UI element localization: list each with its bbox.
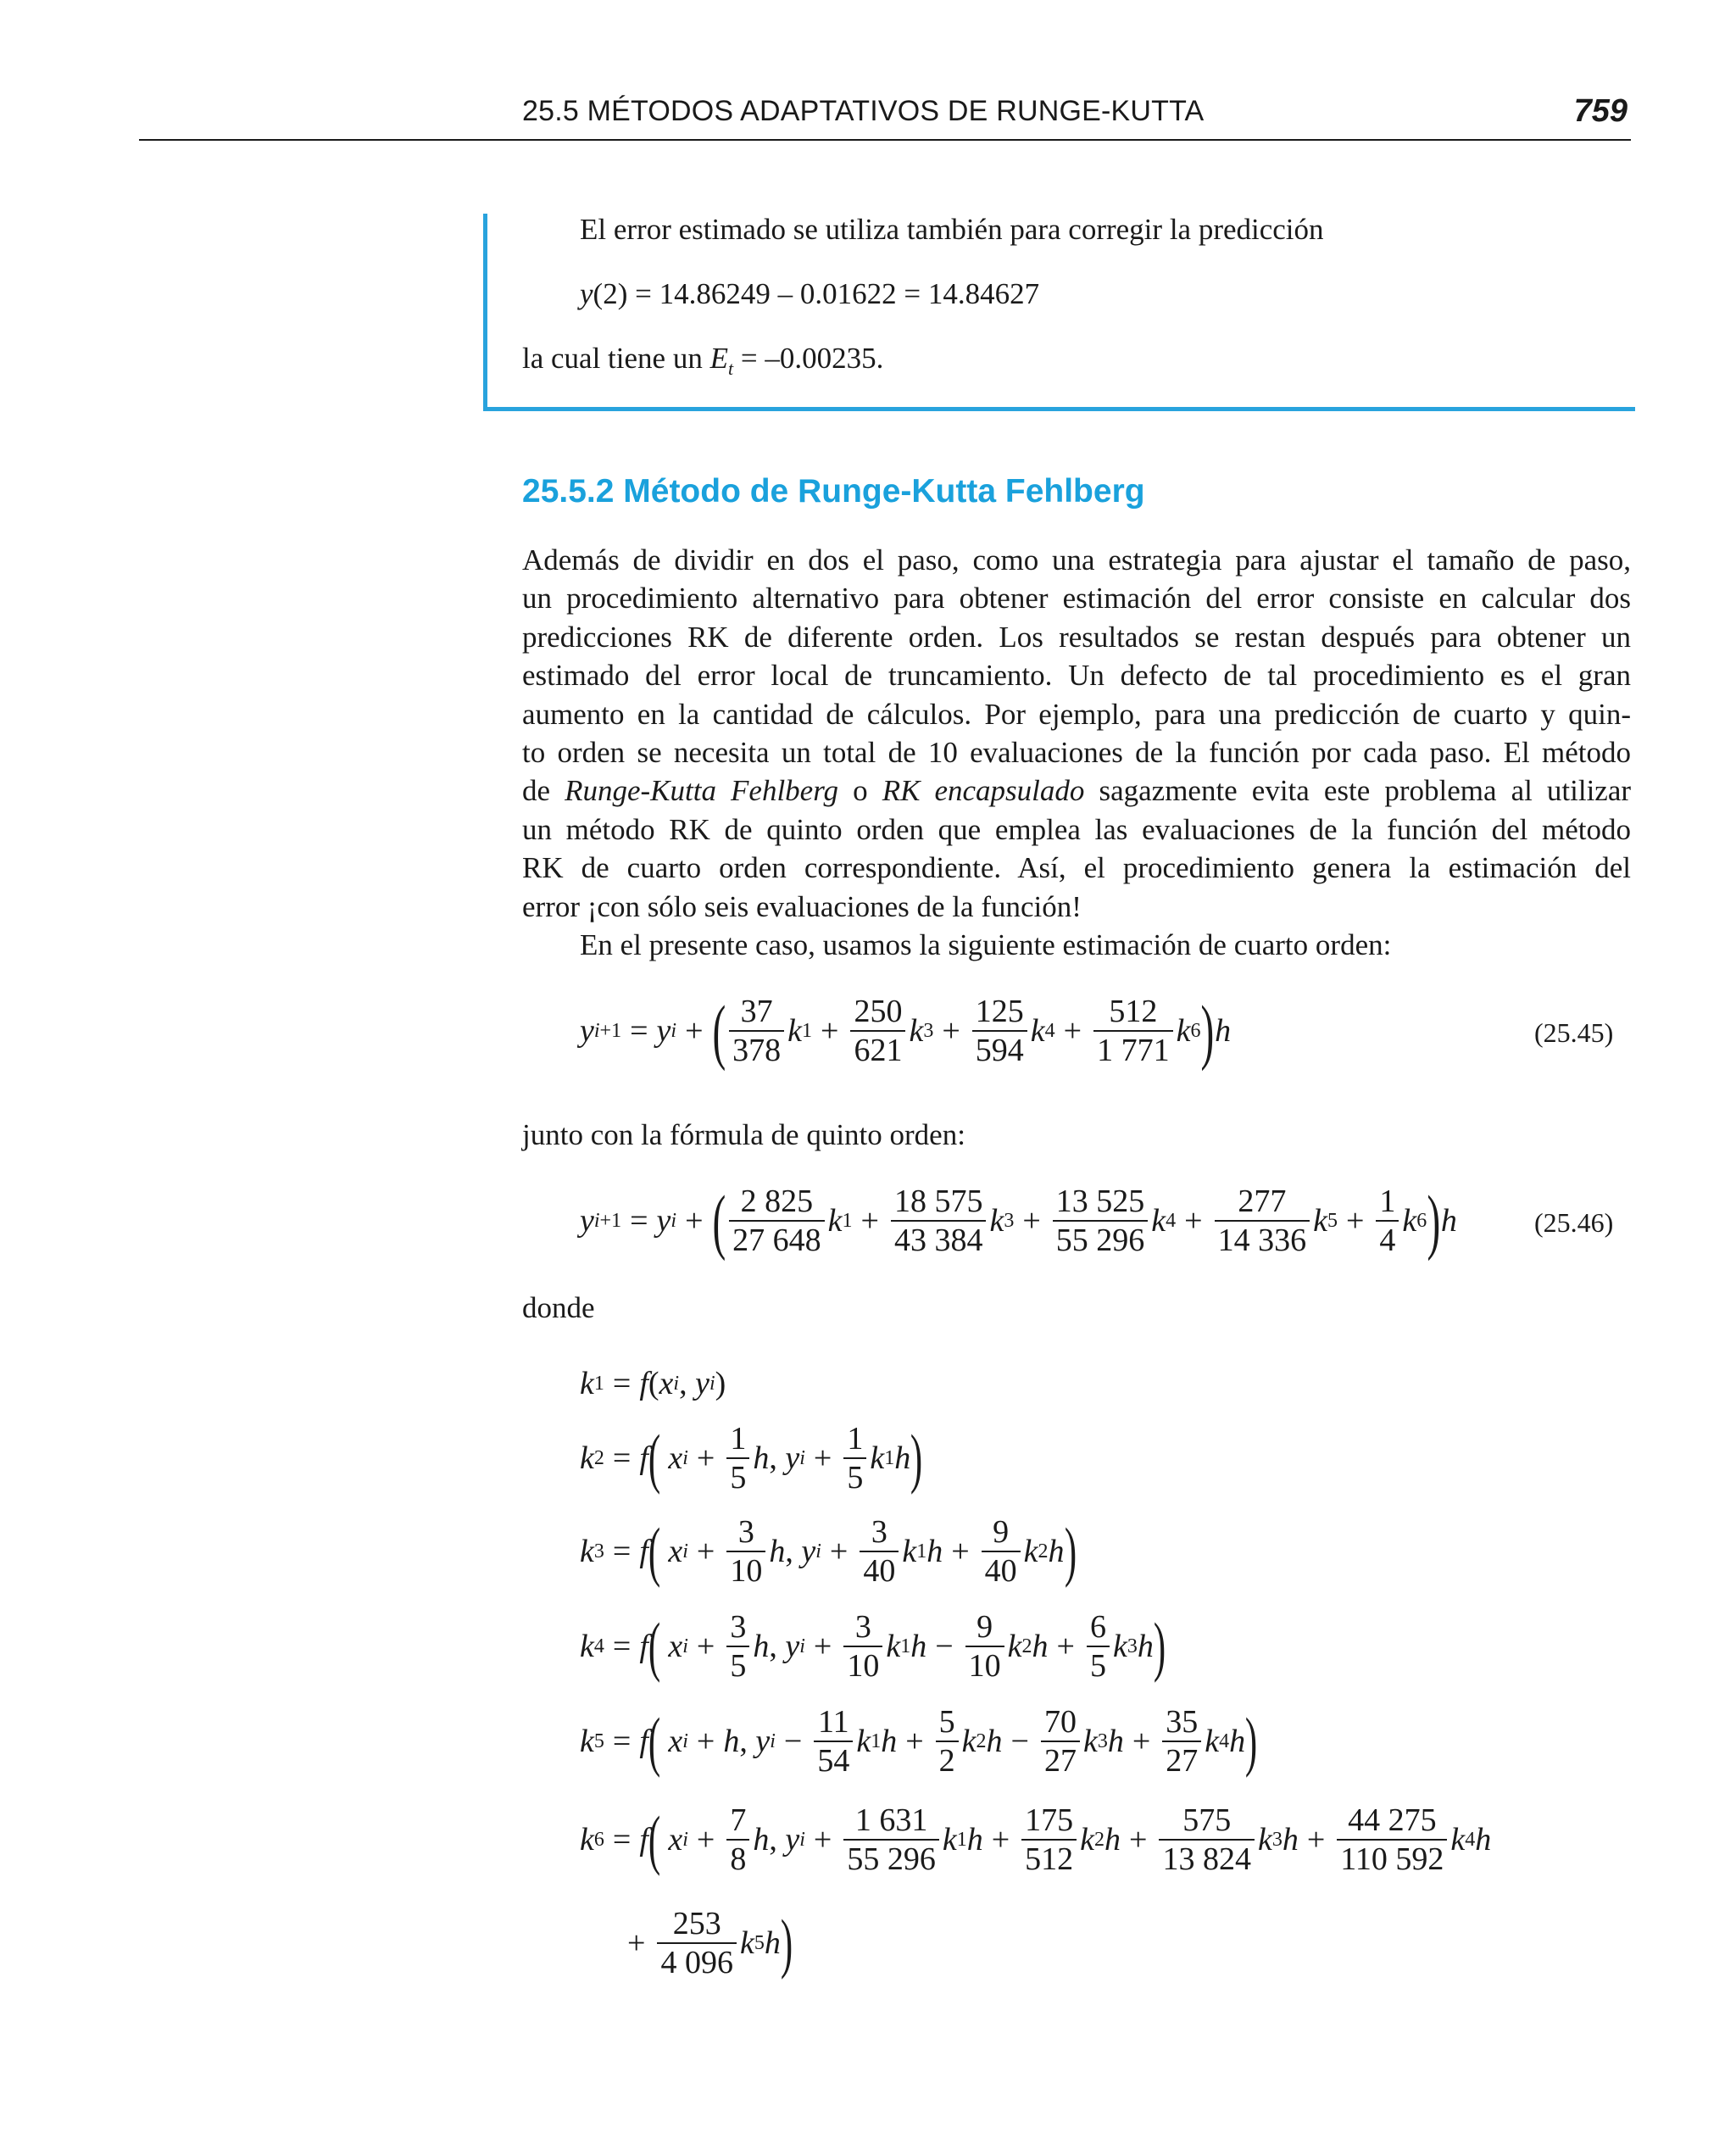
- paragraph-line: estimado del error local de truncamiento. Un defecto de tal procedimiento es el gran: [522, 659, 1631, 693]
- emphasis-term: Runge-Kutta Fehlberg: [565, 774, 839, 808]
- k1-definition: k 1 = f ( x i , y i ): [580, 1366, 726, 1401]
- example-equation: y(2) = 14.86249 – 0.01622 = 14.84627: [580, 277, 1040, 310]
- k4-definition: k 4 = f ( x i + $\frac{3}{5}$ h , y i + $\frac{3}{10}$ k 1 h − $\frac{9}{10}$ k 2 h + $\frac{6}{5}$ k 3 h ): [580, 1609, 1166, 1684]
- text-line: donde: [522, 1291, 595, 1324]
- k5-definition: k 5 = f ( x i + h , y i − $\frac{11}{54}$ k 1 h + $\frac{5}{2}$ k 2 h − $\frac{70}{27}$ k 3 h + $\frac{35}{27}$ k 4 h ): [580, 1704, 1258, 1779]
- header-title: 25.5 MÉTODOS ADAPTATIVOS DE RUNGE-KUTTA: [522, 95, 1205, 127]
- running-header: [139, 95, 1631, 141]
- emphasis-term: RK encapsulado: [882, 774, 1085, 808]
- paragraph-line: Además de dividir en dos el paso, como una estrategia para ajustar el tamaño de paso,: [522, 543, 1631, 576]
- equation-number: (25.46): [1534, 1207, 1614, 1238]
- equation-number: (25.45): [1534, 1017, 1614, 1048]
- paragraph-line: un método RK de quinto orden que emplea las evaluaciones de la función del método: [522, 812, 1631, 846]
- k3-definition: k 3 = f ( x i + $\frac{3}{10}$ h , y i + $\frac{3}{40}$ k 1 h + $\frac{9}{40}$ k 2 h ): [580, 1514, 1077, 1589]
- section-heading: 25.5.2 Método de Runge-Kutta Fehlberg: [522, 473, 1145, 510]
- paragraph-line: aumento en la cantidad de cálculos. Por ejemplo, para una predicción de cuarto y quin-: [522, 697, 1631, 731]
- text-line: junto con la fórmula de quinto orden:: [522, 1118, 965, 1151]
- k2-definition: k 2 = f ( x i + $\frac{1}{5}$ h , y i + $\frac{1}{5}$ k 1 h ): [580, 1421, 923, 1496]
- paragraph-line: de Runge-Kutta Fehlberg o RK encapsulado sagazmente evita este problema al utilizar: [522, 774, 1632, 808]
- k6-definition: k 6 = f ( x i + $\frac{7}{8}$ h , y i + $\frac{1 631}{55 296}$ k 1 h + $\frac{175}{512}$ k 2 h + $\frac{575}{13 824}$ k 3 h + $\frac{44 275}{110 592}$ k 4 h: [580, 1802, 1492, 1877]
- equation-25-46: y i+1 = y i + ( $\frac{2 825}{27 648}$ k 1 + $\frac{18 575}{43 384}$ k 3 + $\frac{13 525}{55 296}$ k 4 + $\frac{277}{14 336}$ k 5 + $\frac{1}{4}$ k 6 ) h: [580, 1180, 1457, 1262]
- paragraph-line: En el presente caso, usamos la siguiente estimación de cuarto orden:: [580, 928, 1392, 962]
- paragraph-line: RK de cuarto orden correspondiente. Así, el procedimiento genera la estimación del: [522, 851, 1631, 885]
- paragraph-line: error ¡con sólo seis evaluaciones de la función!: [522, 889, 1082, 923]
- equation-25-45: y i+1 = y i + ( $\frac{37}{378}$ k 1 + $\frac{250}{621}$ k 3 + $\frac{125}{594}$ k 4 + $\frac{512}{1 771}$ k 6 ) h: [580, 990, 1232, 1072]
- example-text-line: El error estimado se utiliza también para corregir la predicción: [580, 213, 1324, 246]
- page-number: 759: [1573, 93, 1628, 129]
- paragraph-line: to orden se necesita un total de 10 evaluaciones de la función por cada paso. El método: [522, 736, 1631, 770]
- paragraph-line: un procedimiento alternativo para obtener estimación del error consiste en calcular dos: [522, 582, 1631, 615]
- k6-definition-continued: + $\frac{253}{4 096}$ k 5 h ): [627, 1906, 793, 1980]
- example-text-line: la cual tiene un $E_t = -0.00235$.: [522, 342, 884, 379]
- body-paragraph: [522, 541, 1631, 964]
- paragraph-line: predicciones RK de diferente orden. Los resultados se restan después para obtener un: [522, 620, 1631, 654]
